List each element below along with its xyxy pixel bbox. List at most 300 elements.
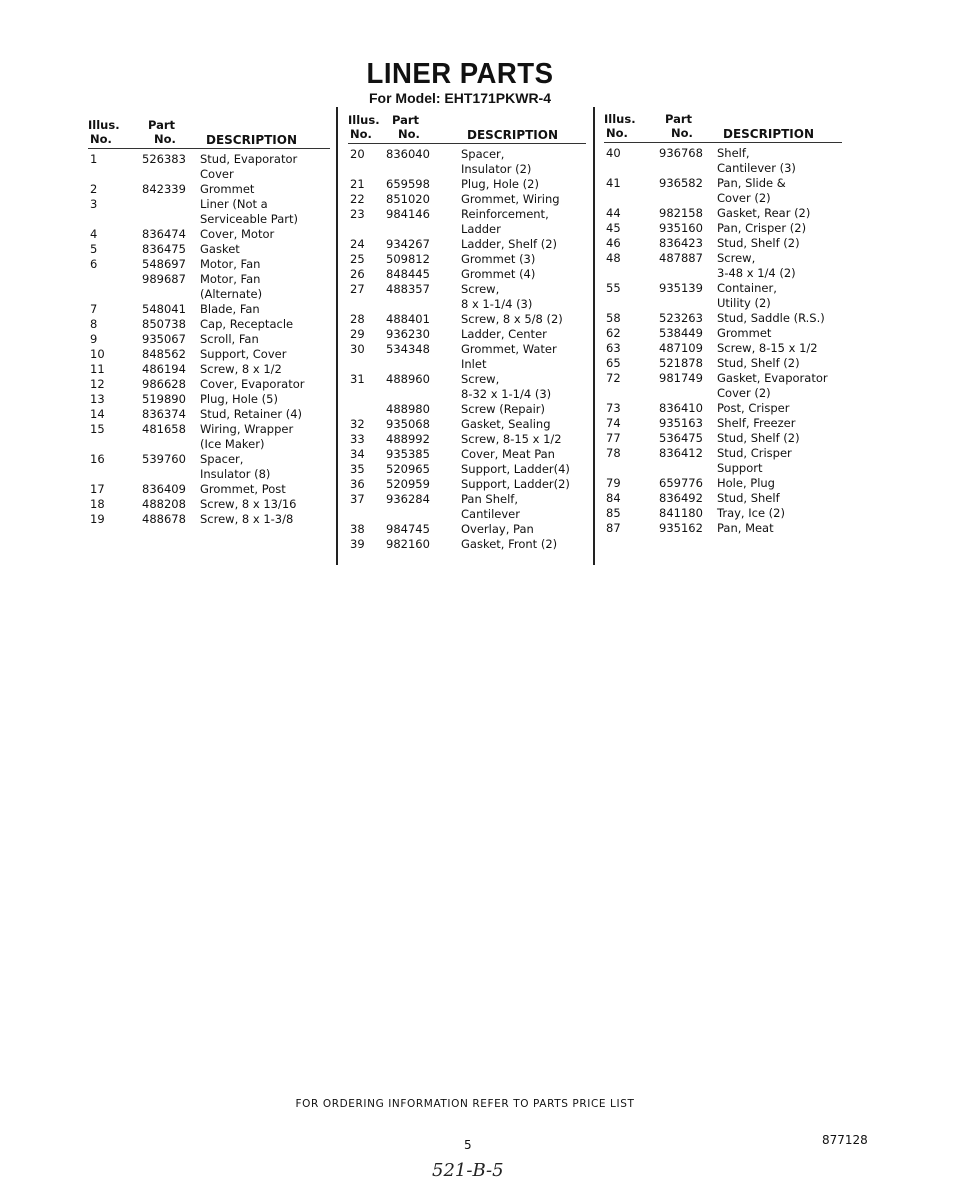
header-description: DESCRIPTION <box>723 127 815 141</box>
illus-number: 78 <box>606 446 621 460</box>
description-line: Hole, Plug <box>717 476 775 490</box>
part-number: 486194 <box>142 362 186 376</box>
description <box>717 326 771 341</box>
header-part: Part <box>665 112 693 126</box>
description <box>461 267 535 282</box>
table-row <box>604 236 842 251</box>
part-number: 536475 <box>659 431 703 445</box>
table-row <box>604 491 842 506</box>
description <box>200 362 282 377</box>
table-row <box>88 272 330 302</box>
illus-number: 29 <box>350 327 365 341</box>
table-row <box>604 431 842 446</box>
illus-number: 65 <box>606 356 621 370</box>
part-number: 526383 <box>142 152 186 166</box>
description-line: Blade, Fan <box>200 302 260 316</box>
header-part: Part <box>392 113 420 127</box>
part-number: 836423 <box>659 236 703 250</box>
illus-number: 11 <box>90 362 105 376</box>
description-line: Pan, Crisper (2) <box>717 221 807 235</box>
description <box>461 327 547 342</box>
illus-number: 8 <box>90 317 98 331</box>
description <box>461 147 531 177</box>
description-line: Grommet, Wiring <box>461 192 560 206</box>
part-number: 986628 <box>142 377 186 391</box>
description <box>200 377 305 392</box>
part-number: 936768 <box>659 146 703 160</box>
part-number: 848445 <box>386 267 430 281</box>
header-part-no: No. <box>154 132 176 146</box>
part-number: 539760 <box>142 452 186 466</box>
description <box>461 282 532 312</box>
description-line: Stud, Shelf <box>717 491 780 505</box>
illus-number: 33 <box>350 432 365 446</box>
part-number: 984146 <box>386 207 430 221</box>
table-row <box>88 227 330 242</box>
table-row <box>88 197 330 227</box>
illus-number: 26 <box>350 267 365 281</box>
part-number: 488992 <box>386 432 430 446</box>
table-row <box>604 371 842 401</box>
table-row <box>88 152 330 182</box>
description-line: Stud, Retainer (4) <box>200 407 303 421</box>
part-number: 488208 <box>142 497 186 511</box>
description <box>461 312 563 327</box>
table-row <box>88 512 330 527</box>
column-divider <box>336 107 338 565</box>
part-number: 836412 <box>659 446 703 460</box>
part-number: 488401 <box>386 312 430 326</box>
description <box>717 341 818 356</box>
illus-number: 48 <box>606 251 621 265</box>
description-line: Cover, Motor <box>200 227 275 241</box>
table-row <box>88 242 330 257</box>
description-line: Grommet <box>717 326 772 340</box>
model-subtitle: For Model: EHT171PKWR-4 <box>368 90 551 106</box>
part-number: 521878 <box>659 356 703 370</box>
description <box>200 452 270 482</box>
description-line: Grommet, Water <box>461 342 557 356</box>
description <box>200 332 259 347</box>
part-number: 836410 <box>659 401 703 415</box>
description <box>717 446 792 476</box>
illus-number: 41 <box>606 176 621 190</box>
illus-number: 35 <box>350 462 365 476</box>
illus-number: 24 <box>350 237 365 251</box>
description <box>461 462 570 477</box>
description <box>461 207 549 237</box>
description <box>717 416 795 431</box>
part-number: 659776 <box>659 476 703 490</box>
part-number: 935385 <box>386 447 430 461</box>
part-number: 981749 <box>659 371 703 385</box>
part-number: 488960 <box>386 372 430 386</box>
header-illus-no: No. <box>606 126 628 140</box>
description-line: (Alternate) <box>200 287 263 301</box>
description <box>200 482 286 497</box>
part-number: 487887 <box>659 251 703 265</box>
table-row <box>348 177 586 192</box>
description-line: Motor, Fan <box>200 257 261 271</box>
description <box>200 197 298 227</box>
header-illus-no: No. <box>350 127 372 141</box>
table-row <box>348 432 586 447</box>
description-line: Screw, <box>717 251 756 265</box>
description-line: Stud, Shelf (2) <box>717 236 800 250</box>
description-line: Screw, 8 x 5/8 (2) <box>461 312 563 326</box>
part-number: 488678 <box>142 512 186 526</box>
column-divider <box>593 107 595 565</box>
header-illus: Illus. <box>348 113 380 127</box>
part-number: 488357 <box>386 282 430 296</box>
part-number: 935068 <box>386 417 430 431</box>
table-row <box>88 392 330 407</box>
table-row <box>348 372 586 402</box>
description <box>717 356 800 371</box>
illus-number: 40 <box>606 146 621 160</box>
part-number: 850738 <box>142 317 186 331</box>
part-number: 488980 <box>386 402 430 416</box>
page-title: LINER PARTS <box>366 58 554 90</box>
description <box>200 497 296 512</box>
illus-number: 46 <box>606 236 621 250</box>
part-number: 836040 <box>386 147 430 161</box>
part-number: 481658 <box>142 422 186 436</box>
table-row <box>604 401 842 416</box>
description-line: Pan, Meat <box>717 521 774 535</box>
description-line: Container, <box>717 281 777 295</box>
parts-list <box>348 144 586 552</box>
illus-number: 36 <box>350 477 365 491</box>
table-row <box>348 207 586 237</box>
illus-number: 10 <box>90 347 105 361</box>
description <box>461 417 551 432</box>
part-number: 989687 <box>142 272 186 286</box>
illus-number: 77 <box>606 431 621 445</box>
description-line: Spacer, <box>461 147 505 161</box>
table-row <box>348 537 586 552</box>
part-number: 659598 <box>386 177 430 191</box>
illus-number: 39 <box>350 537 365 551</box>
description <box>461 492 520 522</box>
table-header <box>604 109 842 143</box>
part-number: 534348 <box>386 342 430 356</box>
description-line: Reinforcement, <box>461 207 549 221</box>
description-line: Inlet <box>461 357 487 371</box>
description <box>717 491 780 506</box>
description-line: Motor, Fan <box>200 272 261 286</box>
table-row <box>88 422 330 452</box>
illus-number: 38 <box>350 522 365 536</box>
ordering-note: FOR ORDERING INFORMATION REFER TO PARTS PRICE LIST <box>295 1098 635 1110</box>
table-row <box>88 347 330 362</box>
description-line: Screw, 8-15 x 1/2 <box>461 432 562 446</box>
description <box>717 401 789 416</box>
description-line: 8-32 x 1-1/4 (3) <box>461 387 552 401</box>
table-row <box>348 312 586 327</box>
description <box>717 371 828 401</box>
description-line: Grommet, Post <box>200 482 286 496</box>
illus-number: 15 <box>90 422 105 436</box>
part-number: 836374 <box>142 407 186 421</box>
description-line: (Ice Maker) <box>200 437 265 451</box>
table-row <box>88 317 330 332</box>
illus-number: 20 <box>350 147 365 161</box>
parts-list <box>604 143 842 536</box>
description-line: Pan Shelf, <box>461 492 518 506</box>
description-line: Cover (2) <box>717 386 771 400</box>
description <box>461 537 557 552</box>
description-line: Pan, Slide & <box>717 176 786 190</box>
table-row <box>604 356 842 371</box>
description-line: Liner (Not a <box>200 197 268 211</box>
part-number: 984745 <box>386 522 430 536</box>
parts-list <box>88 149 330 527</box>
description-line: Plug, Hole (2) <box>461 177 539 191</box>
description-line: Gasket, Front (2) <box>461 537 558 551</box>
illus-number: 22 <box>350 192 365 206</box>
part-number: 538449 <box>659 326 703 340</box>
description-line: Insulator (8) <box>200 467 271 481</box>
table-row <box>348 192 586 207</box>
table-row <box>348 447 586 462</box>
description-line: Tray, Ice (2) <box>717 506 785 520</box>
description-line: Utility (2) <box>717 296 771 310</box>
description-line: Cover (2) <box>717 191 771 205</box>
table-row <box>88 332 330 347</box>
description-line: Gasket, Evaporator <box>717 371 828 385</box>
description-line: Screw, 8 x 13/16 <box>200 497 297 511</box>
table-row <box>604 341 842 356</box>
part-number: 982158 <box>659 206 703 220</box>
description-line: Screw, 8 x 1/2 <box>200 362 282 376</box>
table-row <box>88 377 330 392</box>
part-number: 520959 <box>386 477 430 491</box>
description-line: Grommet (4) <box>461 267 536 281</box>
description-line: Cover <box>200 167 234 181</box>
part-number: 487109 <box>659 341 703 355</box>
table-row <box>348 267 586 282</box>
table-row <box>88 497 330 512</box>
table-row <box>604 311 842 326</box>
illus-number: 5 <box>90 242 98 256</box>
description-line: Cover, Evaporator <box>200 377 305 391</box>
description <box>717 251 796 281</box>
description <box>200 227 274 242</box>
table-row <box>604 251 842 281</box>
part-number: 936230 <box>386 327 430 341</box>
table-row <box>88 362 330 377</box>
illus-number: 7 <box>90 302 98 316</box>
table-row <box>88 182 330 197</box>
description <box>717 311 825 326</box>
description-line: Gasket <box>200 242 240 256</box>
description <box>200 257 260 272</box>
description-line: Support, Cover <box>200 347 287 361</box>
table-row <box>348 327 586 342</box>
description <box>461 372 551 402</box>
part-number: 520965 <box>386 462 430 476</box>
illus-number: 73 <box>606 401 621 415</box>
description <box>461 522 534 537</box>
table-row <box>348 237 586 252</box>
description <box>717 476 775 491</box>
description-line: Shelf, <box>717 146 750 160</box>
illus-number: 12 <box>90 377 105 391</box>
description <box>200 347 286 362</box>
table-row <box>604 221 842 236</box>
description <box>461 237 557 252</box>
illus-number: 28 <box>350 312 365 326</box>
table-row <box>88 407 330 422</box>
table-row <box>604 176 842 206</box>
illus-number: 6 <box>90 257 98 271</box>
description <box>717 236 800 251</box>
part-number: 836409 <box>142 482 186 496</box>
table-row <box>604 521 842 536</box>
description-line: 8 x 1-1/4 (3) <box>461 297 533 311</box>
description-line: Ladder, Shelf (2) <box>461 237 558 251</box>
header-illus: Illus. <box>604 112 636 126</box>
description <box>200 182 254 197</box>
description-line: Wiring, Wrapper <box>200 422 294 436</box>
table-row <box>604 326 842 341</box>
table-row <box>604 206 842 221</box>
table-row <box>348 252 586 267</box>
table-row <box>348 342 586 372</box>
table-row <box>348 282 586 312</box>
table-row <box>604 446 842 476</box>
description-line: Cap, Receptacle <box>200 317 294 331</box>
description-line: Gasket, Rear (2) <box>717 206 811 220</box>
description <box>200 407 302 422</box>
illus-number: 23 <box>350 207 365 221</box>
description <box>717 521 774 536</box>
description <box>461 192 560 207</box>
parts-column-1 <box>88 115 330 527</box>
part-number: 934267 <box>386 237 430 251</box>
header-illus: Illus. <box>88 118 120 132</box>
illus-number: 4 <box>90 227 98 241</box>
illus-number: 58 <box>606 311 621 325</box>
part-number: 548697 <box>142 257 186 271</box>
parts-column-3 <box>604 109 842 536</box>
table-row <box>348 492 586 522</box>
illus-number: 17 <box>90 482 105 496</box>
description-line: Screw, 8 x 1-3/8 <box>200 512 294 526</box>
part-number: 935139 <box>659 281 703 295</box>
header-illus-no: No. <box>90 132 112 146</box>
description <box>717 146 796 176</box>
description-line: Support <box>717 461 763 475</box>
part-number: 836475 <box>142 242 186 256</box>
part-number: 848562 <box>142 347 186 361</box>
description <box>717 176 786 206</box>
description <box>200 302 260 317</box>
illus-number: 2 <box>90 182 98 196</box>
illus-number: 34 <box>350 447 365 461</box>
description-line: Screw, 8-15 x 1/2 <box>717 341 818 355</box>
illus-number: 9 <box>90 332 98 346</box>
illus-number: 21 <box>350 177 365 191</box>
illus-number: 74 <box>606 416 621 430</box>
description <box>461 252 535 267</box>
part-number: 509812 <box>386 252 430 266</box>
description <box>200 272 262 302</box>
parts-column-2 <box>348 110 586 552</box>
table-row <box>604 476 842 491</box>
table-row <box>348 522 586 537</box>
description <box>200 242 240 257</box>
table-row <box>604 146 842 176</box>
part-number: 982160 <box>386 537 430 551</box>
document-code: 877128 <box>822 1133 868 1147</box>
description-line: Stud, Evaporator <box>200 152 298 166</box>
description-line: Shelf, Freezer <box>717 416 796 430</box>
part-number: 935163 <box>659 416 703 430</box>
illus-number: 63 <box>606 341 621 355</box>
description <box>461 447 555 462</box>
description <box>461 342 557 372</box>
description <box>717 431 800 446</box>
table-row <box>88 302 330 317</box>
illus-number: 62 <box>606 326 621 340</box>
part-number: 935067 <box>142 332 186 346</box>
description <box>200 512 293 527</box>
description-line: Support, Ladder(2) <box>461 477 570 491</box>
description <box>200 422 293 452</box>
illus-number: 44 <box>606 206 621 220</box>
description <box>200 152 297 182</box>
description-line: Screw (Repair) <box>461 402 546 416</box>
description-line: Serviceable Part) <box>200 212 298 226</box>
description-line: Grommet <box>200 182 255 196</box>
description-line: Ladder <box>461 222 501 236</box>
description-line: Plug, Hole (5) <box>200 392 278 406</box>
illus-number: 13 <box>90 392 105 406</box>
table-row <box>348 462 586 477</box>
header-part-no: No. <box>671 126 693 140</box>
table-row <box>604 281 842 311</box>
description-line: Screw, <box>461 282 500 296</box>
illus-number: 30 <box>350 342 365 356</box>
table-row <box>348 417 586 432</box>
description <box>200 317 293 332</box>
description <box>717 206 810 221</box>
description-line: Cantilever (3) <box>717 161 796 175</box>
description <box>200 392 278 407</box>
handwritten-note: 521-B-5 <box>432 1160 504 1181</box>
description-line: Cover, Meat Pan <box>461 447 555 461</box>
part-number: 836492 <box>659 491 703 505</box>
part-number: 842339 <box>142 182 186 196</box>
part-number: 935160 <box>659 221 703 235</box>
description-line: Screw, <box>461 372 500 386</box>
description-line: Spacer, <box>200 452 244 466</box>
table-row <box>348 477 586 492</box>
part-number: 936284 <box>386 492 430 506</box>
part-number: 935162 <box>659 521 703 535</box>
illus-number: 1 <box>90 152 98 166</box>
table-row <box>88 482 330 497</box>
description <box>461 177 539 192</box>
description <box>717 506 785 521</box>
table-header <box>348 110 586 144</box>
illus-number: 85 <box>606 506 621 520</box>
table-row <box>348 147 586 177</box>
description-line: Post, Crisper <box>717 401 790 415</box>
table-row <box>604 416 842 431</box>
